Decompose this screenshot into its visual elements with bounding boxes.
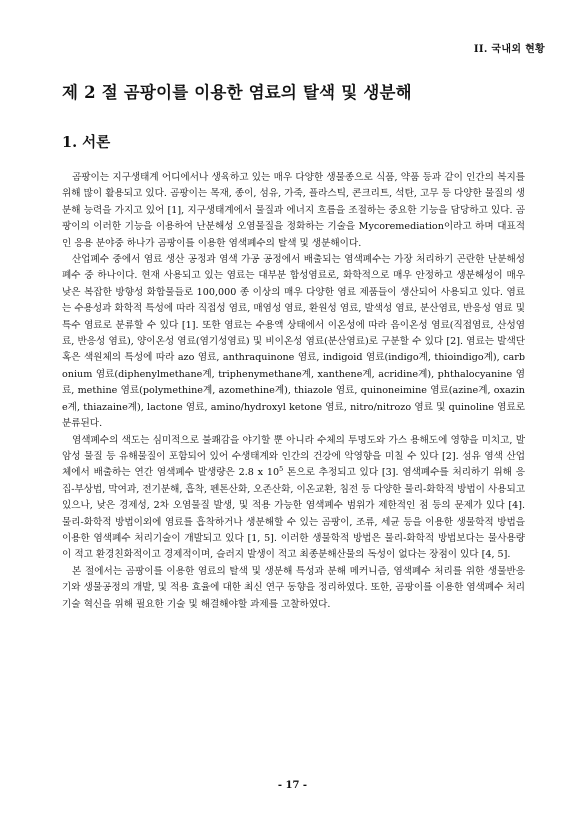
paragraph-wastewater-treatment: [62, 433, 525, 564]
section-title: 1. 서론: [62, 134, 111, 151]
paragraph-text-part: 톤으로 추정되고 있다 [3]. 염색폐수를 처리하기 위해 응집-부상법, 막여과, 전기분해, 흡착, 펜톤산화, 오존산화, 이온교환, 침전 등 다양한 물리-화학적 방법이 사용되고 있으나, 낮은 경제성, 2차 오염물질 발생, 및 적용 가능한 염색폐수 범위가 제한적인 점 등의 문제가 있다 [4]. 물리-화학적 방법이외에 염료를 흡착하거나 생분해할 수 있는 곰팡이, 조류, 세균 등을 이용한 생물학적 방법을 이용한 염색폐수 처리기술이 개발되고 있다 [1, 5]. 이러한 생물학적 방법은 물리-화학적 방법보다는 물사용량이 적고 환경친화적이고 경제적이며, 슬러지 발생이 적고 최종분해산물의 독성이 없다는 장점이 있다 [4, 5].: [62, 467, 525, 561]
page-number: - 17 -: [277, 780, 308, 791]
paragraph-scope: 본 절에서는 곰팡이를 이용한 염료의 탈색 및 생분해 특성과 분해 메커니즘, 염색폐수 처리를 위한 생물반응기와 생물공정의 개발, 및 적용 효율에 대한 최신 연구 동향을 정리하였다. 또한, 곰팡이를 이용한 염색폐수 처리기술 혁신을 위해 필요한 기술 및 해결해야할 과제를 고찰하였다.: [62, 565, 525, 610]
paragraph-dye-classification: 산업폐수 중에서 염료 생산 공정과 염색 가공 공정에서 배출되는 염색폐수는 가장 처리하기 곤란한 난분해성 폐수 중 하나이다. 현재 사용되고 있는 염료는 대부분 합성염료로, 화학적으로 매우 안정하고 생분해성이 매우 낮은 복잡한 방향성 화합물들로 100,000 종 이상의 매우 다양한 염료 제품들이 생산되어 사용되고 있다. 염료는 수용성과 화학적 특성에 따라 직접성 염료, 매염성 염료, 환원성 염료, 발색성 염료, 분산염료, 반응성 염료 및 특수 염료로 분류할 수 있다 [1]. 또한 염료는 수용액 상태에서 이온성에 따라 음이온성 염료(직접염료, 산성염료, 반응성 염료), 양이온성 염료(염기성염료) 및 비이온성 염료(분산염료)로 구분할 수 있다 [2]. 염료는 발색단 혹은 색원체의 특성에 따라 azo 염료, anthraquinone 염료, indigoid 염료(indigo계, thioindigo계), carbonium 염료(diphenylmethane계, triphenymethane계, xanthene계, acridine계), phthalocyanine 염료, methine 염료(polymethine계, azomethine계), thiazole 염료, quinoneimine 염료(azine계, oxazine계, thiazaine계), lactone 염료, amino/hydroxyl ketone 염료, nitro/nitrozo 염료 및 quinoline 염료로 분류된다.: [62, 254, 525, 430]
body-text: [62, 170, 525, 613]
exponent: 5: [279, 465, 284, 474]
paragraph-text-part: 염색폐수의 색도는 심미적으로 불쾌감을 야기할 뿐 아니라 수체의 투명도와 가스 용해도에 영향을 미치고, 발암성 물질 등 유해물질이 포함되어 있어 수생태계와 인간의 건강에 악영향을 미칠 수 있다 [2]. 섬유 염색 산업체에서 배출하는 연간 염색폐수 발생량은 2.8 x 10: [62, 434, 525, 479]
running-head: II. 국내외 현황: [473, 44, 545, 55]
paragraph-intro: 곰팡이는 지구생태계 어디에서나 생육하고 있는 매우 다양한 생물종으로 식품, 약품 등과 같이 인간의 복지를 위해 많이 활용되고 있다. 곰팡이는 목재, 종이, 섬유, 가죽, 플라스틱, 콘크리트, 석탄, 고무 등 다양한 물질의 생분해 능력을 가지고 있어 [1], 지구생태계에서 물질과 에너지 흐름을 조절하는 중요한 기능을 담당하고 있다. 곰팡이의 이러한 기능을 이용하여 난분해성 오염물질을 정화하는 기술을 Mycoremediation이라고 하며 대표적인 응용 분야중 하나가 곰팡이를 이용한 염색폐수의 탈색 및 생분해이다.: [62, 172, 525, 249]
chapter-title: 제 2 절 곰팡이를 이용한 염료의 탈색 및 생분해: [62, 83, 412, 102]
